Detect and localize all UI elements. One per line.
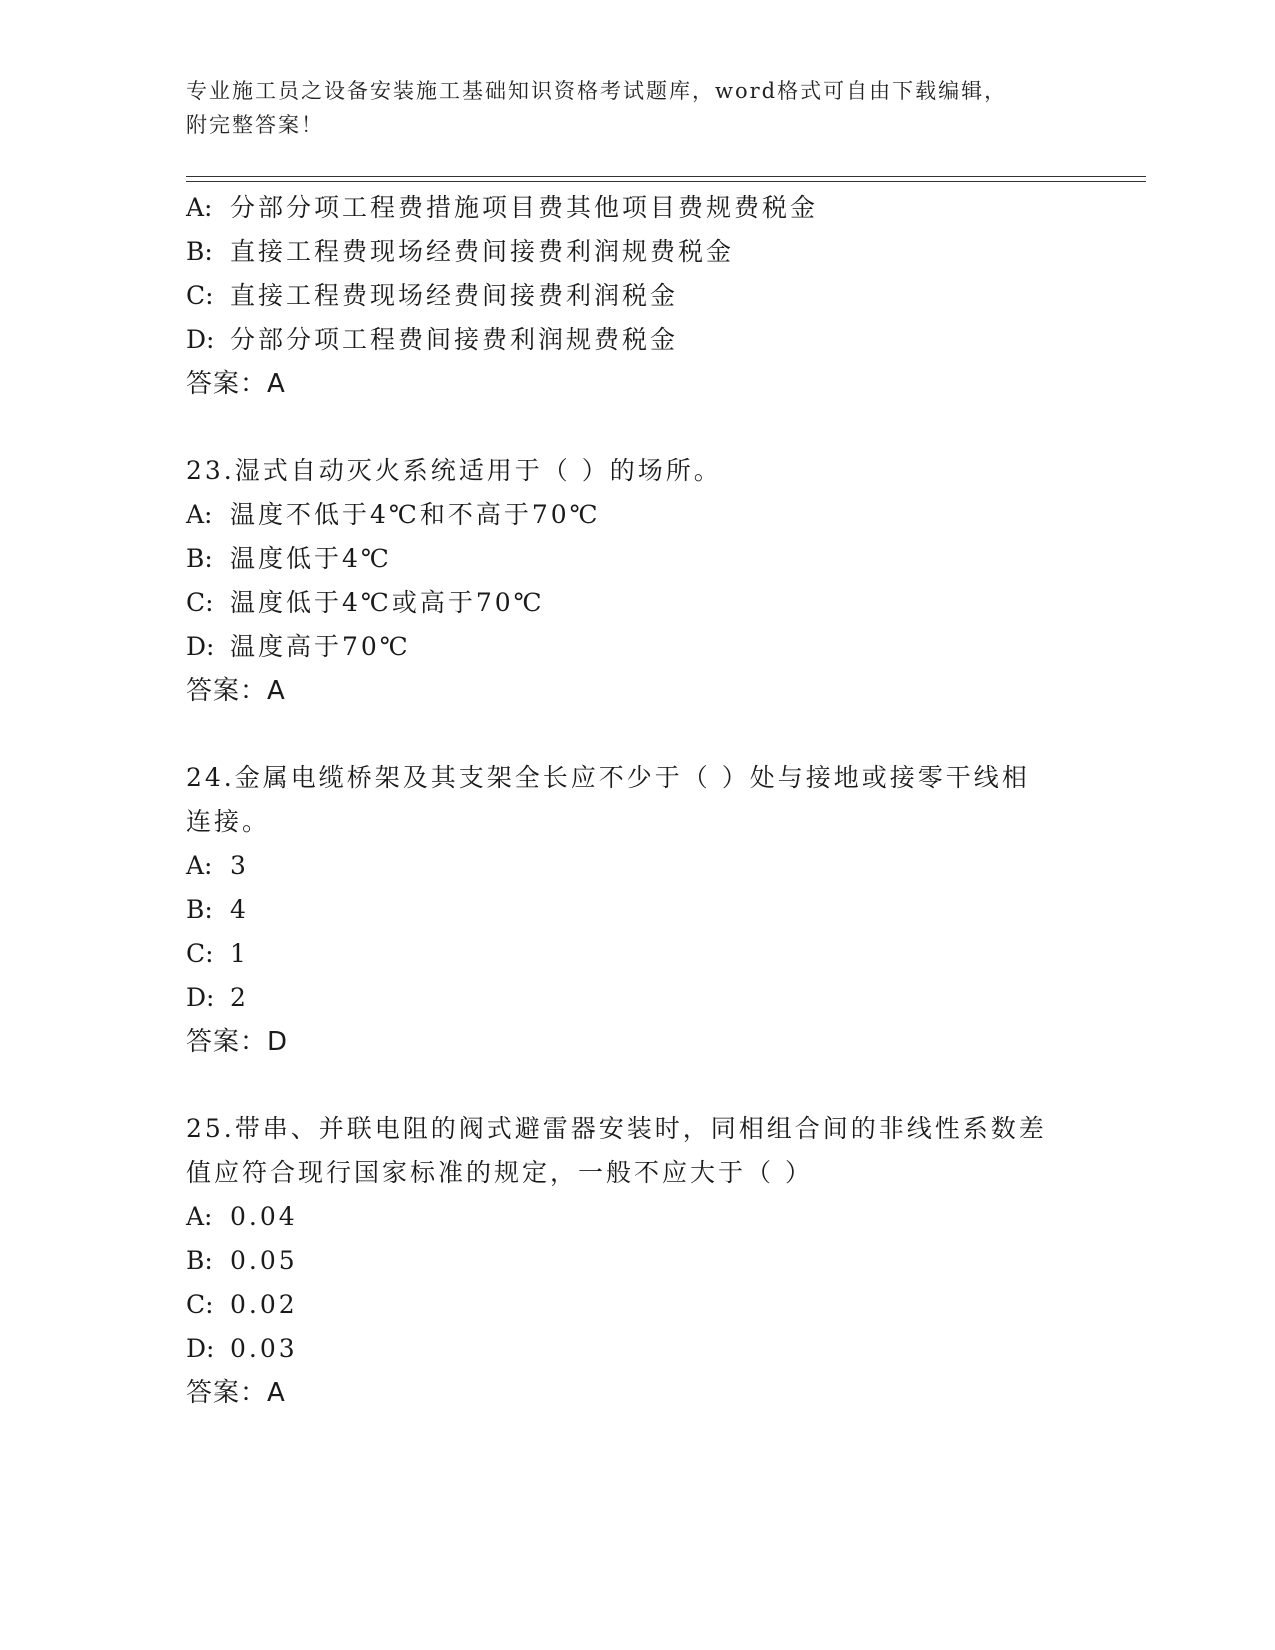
header-line-2: 附完整答案！ [186, 113, 324, 137]
q23-answer: 答案：A [186, 676, 286, 706]
q25-answer: 答案：A [186, 1378, 286, 1408]
q22-option-a: A: 分部分项工程费措施项目费其他项目费规费税金 [186, 193, 819, 222]
q23-option-d: D: 温度高于70℃ [186, 632, 411, 661]
header-line-1: 专业施工员之设备安装施工基础知识资格考试题库，word格式可自由下载编辑， [186, 79, 1008, 103]
q25-option-a: A: 0.04 [186, 1202, 298, 1231]
header-rule-bottom [186, 181, 1146, 182]
q25-option-d: D: 0.03 [186, 1334, 298, 1363]
q25-stem-line-1: 25.带串、并联电阻的阀式避雷器安装时，同相组合间的非线性系数差 [186, 1114, 1047, 1143]
q23-option-b: B: 温度低于4℃ [186, 544, 392, 573]
q24-option-c: C: 1 [186, 939, 249, 968]
document-header [186, 74, 1086, 142]
q25-option-b: B: 0.05 [186, 1246, 298, 1275]
q22-option-c: C: 直接工程费现场经费间接费利润税金 [186, 281, 679, 310]
q22-option-d: D: 分部分项工程费间接费利润规费税金 [186, 325, 679, 354]
q22-answer: 答案：A [186, 369, 286, 399]
q24-option-a: A: 3 [186, 851, 249, 880]
q24-option-b: B: 4 [186, 895, 249, 924]
q24-stem-line-1: 24.金属电缆桥架及其支架全长应不少于（ ）处与接地或接零干线相 [186, 763, 1030, 792]
q24-option-d: D: 2 [186, 983, 249, 1012]
q22-option-b: B: 直接工程费现场经费间接费利润规费税金 [186, 237, 735, 266]
q24-stem-line-2: 连接。 [186, 807, 271, 836]
q25-option-c: C: 0.02 [186, 1290, 298, 1319]
q23-option-c: C: 温度低于4℃或高于70℃ [186, 588, 545, 617]
q24-answer: 答案：D [186, 1027, 289, 1057]
q23-option-a: A: 温度不低于4℃和不高于70℃ [186, 500, 601, 529]
header-rule-top [186, 176, 1146, 177]
q25-stem-line-2: 值应符合现行国家标准的规定，一般不应大于（ ） [186, 1158, 813, 1187]
q23-stem: 23.湿式自动灭火系统适用于（ ）的场所。 [186, 456, 722, 485]
